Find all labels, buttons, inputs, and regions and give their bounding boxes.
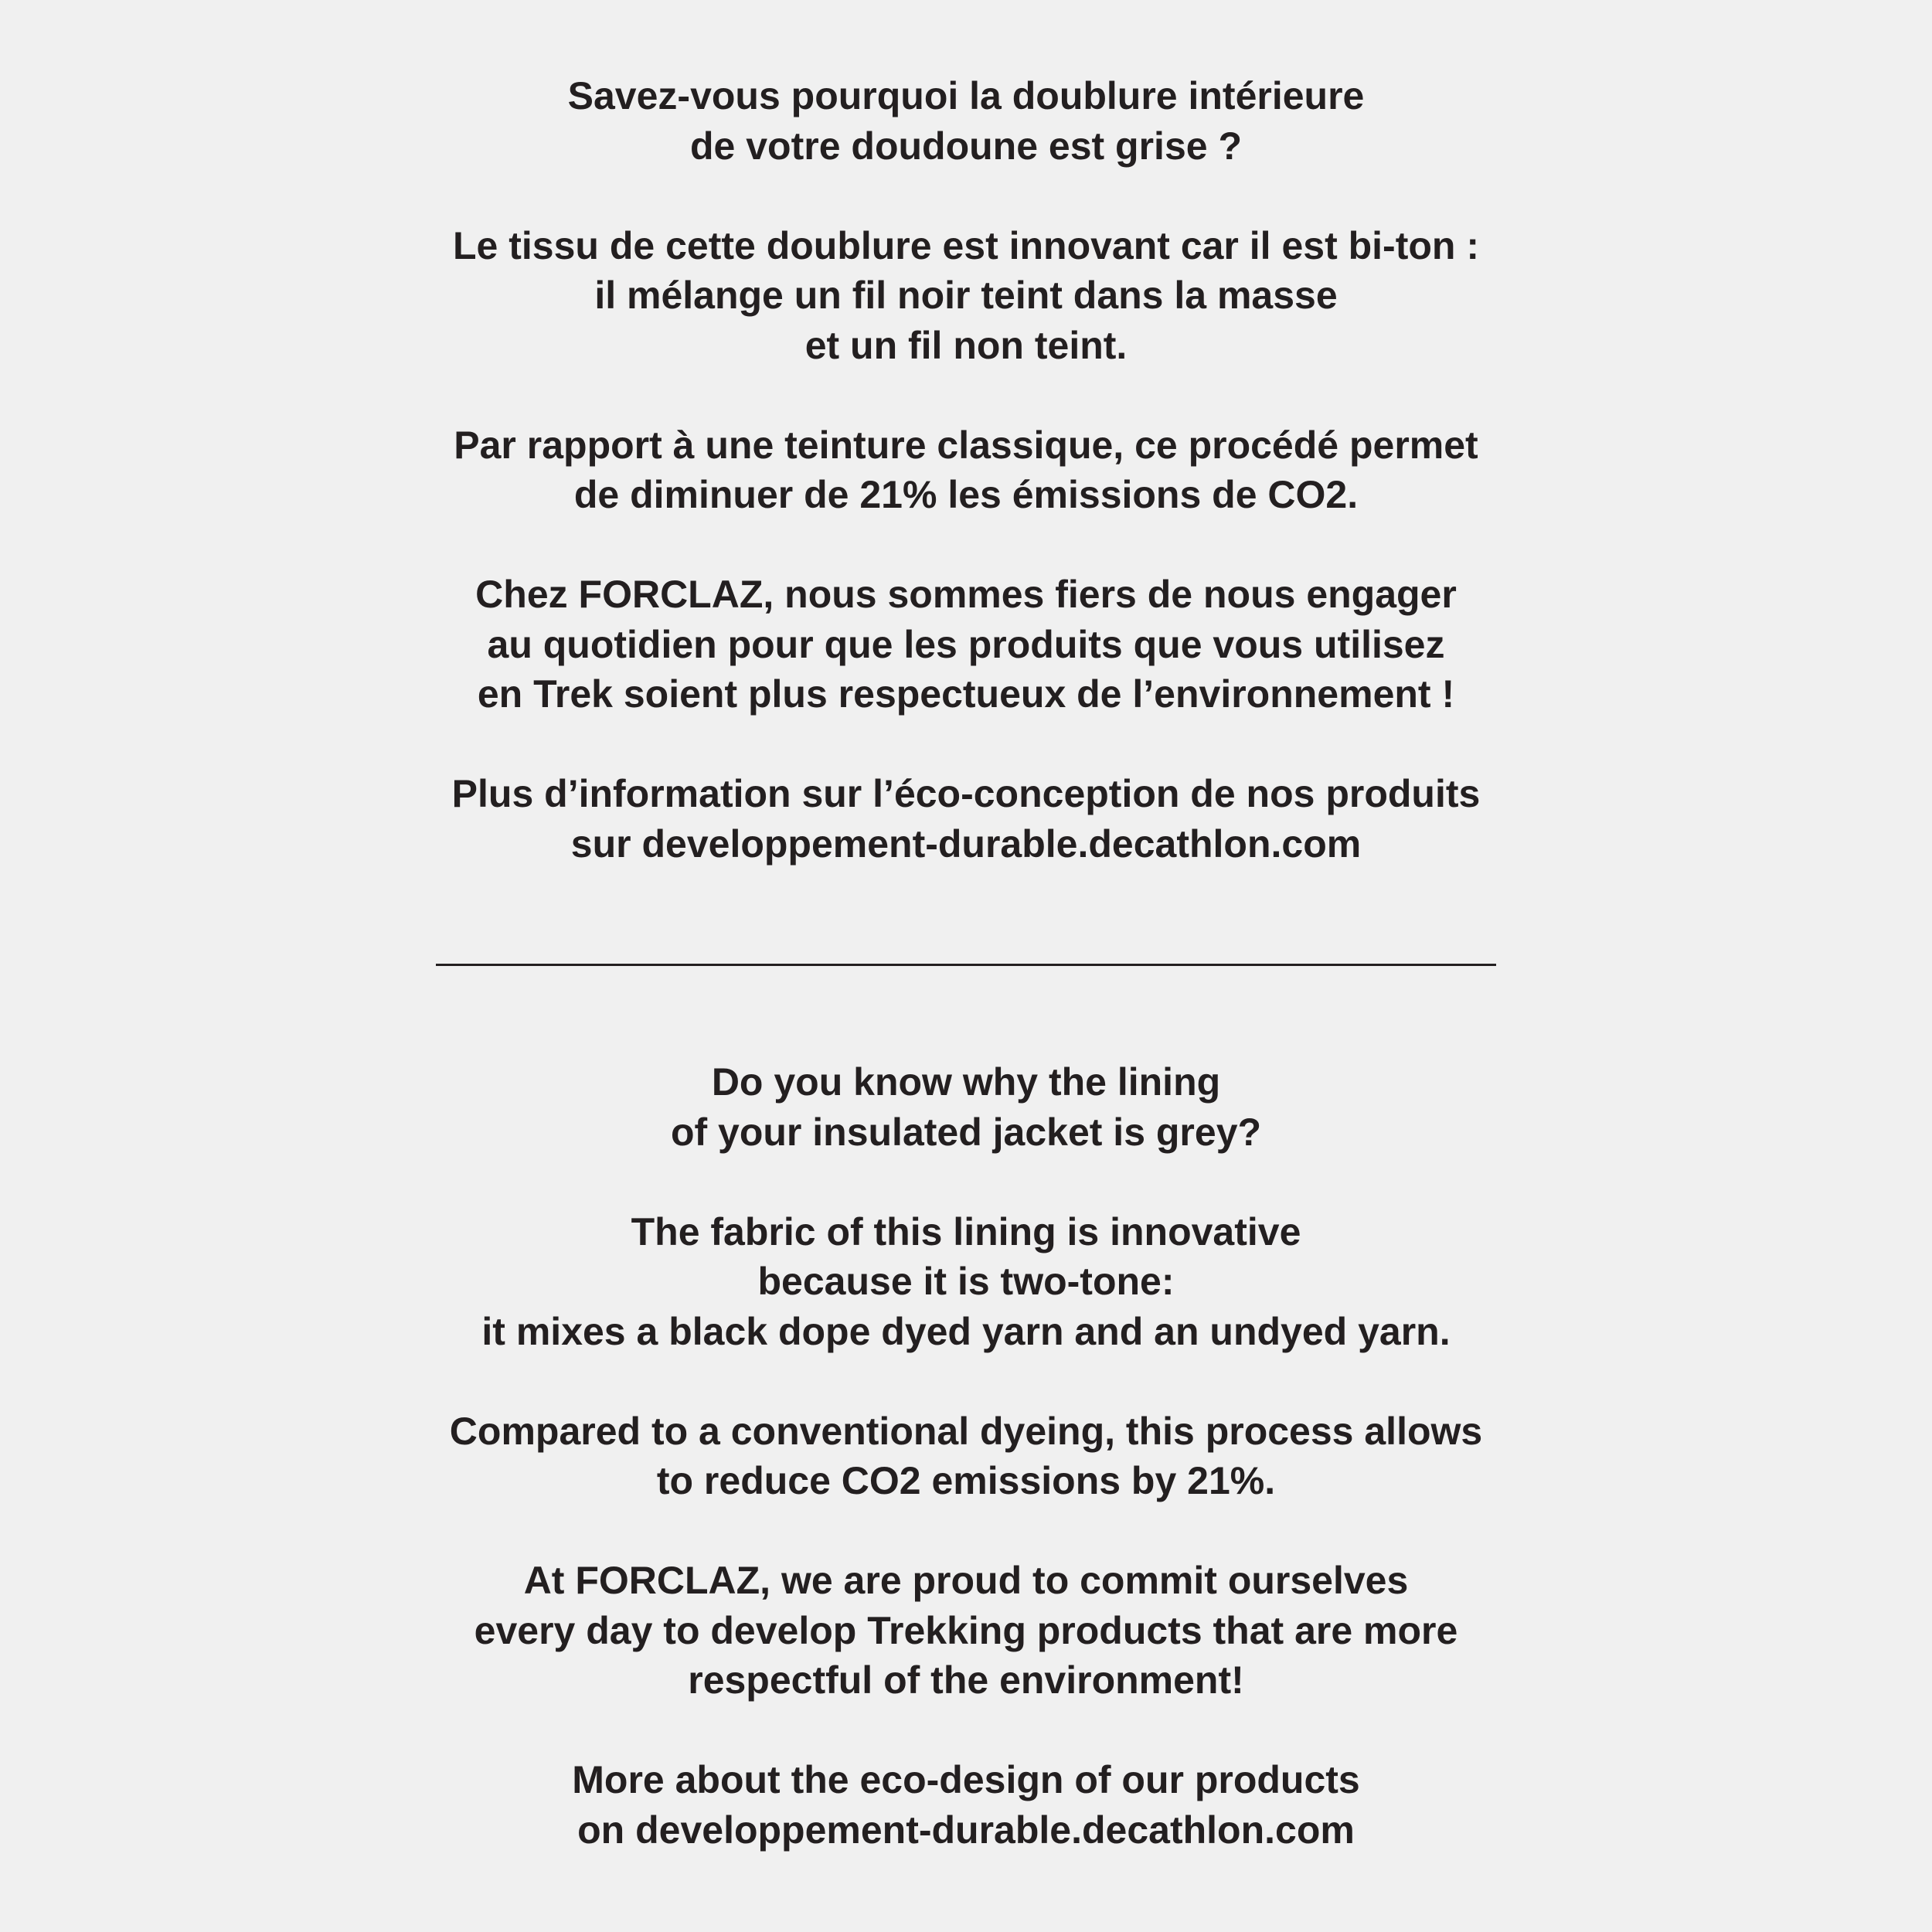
english-fabric-line-3: it mixes a black dope dyed yarn and an undyed yarn. bbox=[481, 1309, 1451, 1353]
english-question bbox=[425, 1057, 1507, 1157]
french-more-info bbox=[425, 769, 1507, 869]
french-fabric-explanation bbox=[425, 221, 1507, 371]
english-more-info bbox=[425, 1755, 1507, 1855]
french-text-section bbox=[425, 71, 1507, 869]
french-more-info-line-2: sur developpement-durable.decathlon.com bbox=[570, 821, 1362, 866]
english-fabric-line-2: because it is two-tone: bbox=[757, 1260, 1175, 1303]
english-question-line-2: of your insulated jacket is grey? bbox=[670, 1110, 1262, 1154]
french-fabric-line-2: il mélange un fil noir teint dans la masse bbox=[594, 274, 1338, 317]
english-more-info-line-1: More about the eco-design of our products bbox=[572, 1758, 1360, 1801]
section-divider bbox=[436, 964, 1496, 966]
french-brand-commitment bbox=[425, 570, 1507, 719]
english-more-info-line-2: on developpement-durable.decathlon.com bbox=[577, 1808, 1355, 1852]
english-question-line-1: Do you know why the lining bbox=[711, 1060, 1221, 1104]
english-text-section bbox=[425, 1057, 1507, 1855]
french-more-info-line-1: Plus d’information sur l’éco-conception de nos produits bbox=[451, 772, 1481, 815]
english-co2-reduction bbox=[425, 1406, 1507, 1506]
french-commitment-line-2: au quotidien pour que les produits que vous utilisez bbox=[487, 622, 1445, 666]
french-co2-reduction bbox=[425, 420, 1507, 520]
french-fabric-line-3: et un fil non teint. bbox=[804, 323, 1128, 367]
english-co2-line-2: to reduce CO2 emissions by 21%. bbox=[656, 1459, 1276, 1502]
french-question-line-1: Savez-vous pourquoi la doublure intérieure bbox=[567, 74, 1365, 117]
english-commitment-line-2: every day to develop Trekking products that are more bbox=[474, 1608, 1458, 1652]
french-co2-line-1: Par rapport à une teinture classique, ce procédé permet bbox=[454, 423, 1478, 467]
french-commitment-line-3: en Trek soient plus respectueux de l’environnement ! bbox=[477, 672, 1455, 716]
french-question-line-2: de votre doudoune est grise ? bbox=[690, 124, 1242, 168]
english-brand-commitment bbox=[425, 1556, 1507, 1706]
french-co2-line-2: de diminuer de 21% les émissions de CO2. bbox=[573, 473, 1359, 516]
english-fabric-line-1: The fabric of this lining is innovative bbox=[631, 1209, 1301, 1253]
english-co2-line-1: Compared to a conventional dyeing, this process allows bbox=[449, 1409, 1483, 1453]
french-question bbox=[425, 71, 1507, 171]
english-commitment-line-3: respectful of the environment! bbox=[688, 1658, 1244, 1702]
english-fabric-explanation bbox=[425, 1207, 1507, 1357]
english-commitment-line-1: At FORCLAZ, we are proud to commit ourselves bbox=[523, 1559, 1409, 1602]
french-fabric-line-1: Le tissu de cette doublure est innovant car il est bi-ton : bbox=[453, 223, 1479, 267]
french-commitment-line-1: Chez FORCLAZ, nous sommes fiers de nous engager bbox=[475, 573, 1457, 616]
